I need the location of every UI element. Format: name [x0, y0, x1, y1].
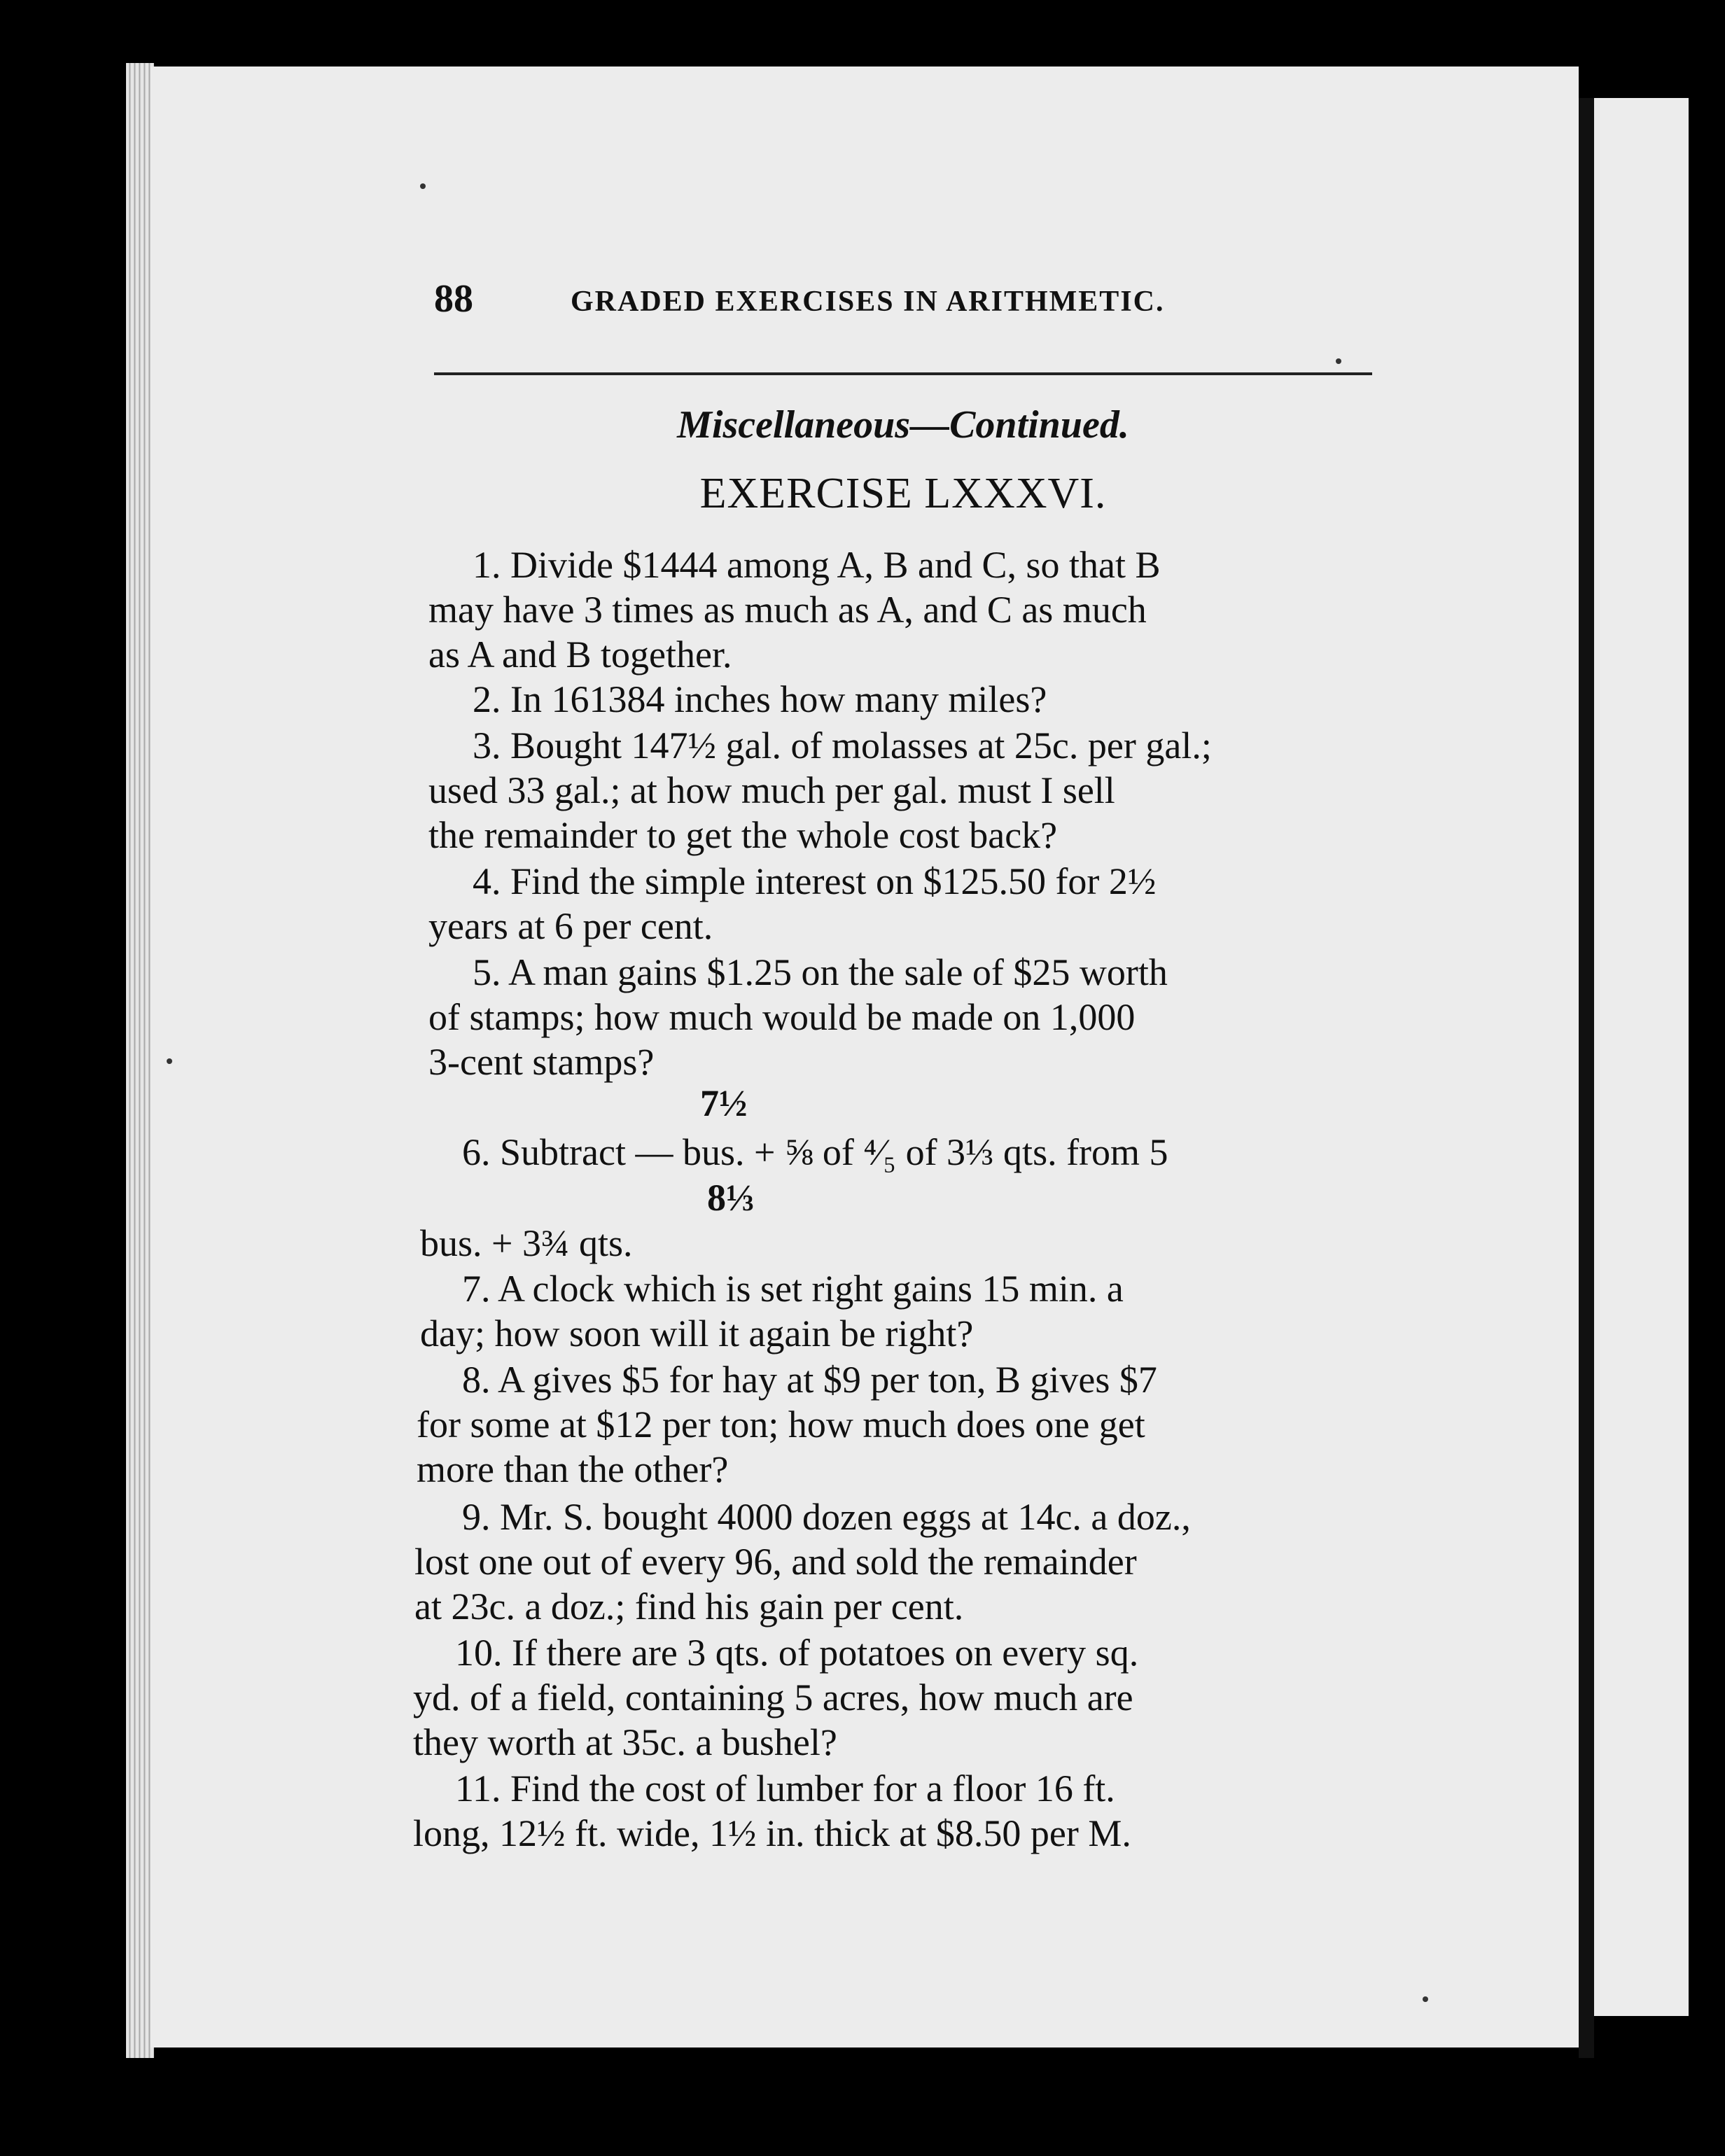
page-number: 88	[434, 277, 473, 321]
scan-speck	[420, 183, 426, 189]
problem-line: 4. Find the simple interest on $125.50 for 2½	[473, 860, 1157, 902]
problem-line: 3-cent stamps?	[428, 1041, 655, 1083]
problem-line: 10. If there are 3 qts. of potatoes on every sq.	[455, 1632, 1139, 1674]
problem-line: they worth at 35c. a bushel?	[413, 1721, 837, 1763]
problem-line: bus. + 3¾ qts.	[420, 1222, 633, 1264]
problem-line: yd. of a field, containing 5 acres, how much are	[413, 1676, 1133, 1718]
problem-line: 3. Bought 147½ gal. of molasses at 25c. per gal.;	[473, 724, 1212, 766]
page-header	[284, 276, 1376, 332]
scan-speck	[1336, 358, 1341, 364]
book-page	[151, 66, 1579, 2047]
problem-line: 5. A man gains $1.25 on the sale of $25 worth	[473, 951, 1168, 993]
problem-line: 7. A clock which is set right gains 15 min. a	[462, 1268, 1124, 1310]
fraction-numerator: 7½	[700, 1082, 748, 1124]
problem-line: of stamps; how much would be made on 1,000	[428, 996, 1136, 1038]
facing-page-edge	[1594, 98, 1689, 2016]
problem-line: 1. Divide $1444 among A, B and C, so that B	[473, 544, 1161, 586]
problem-line: 2. In 161384 inches how many miles?	[473, 678, 1047, 720]
problem-line: as A and B together.	[428, 634, 732, 676]
book-gutter	[1579, 98, 1594, 2058]
header-rule	[434, 372, 1372, 375]
scan-speck	[167, 1058, 172, 1064]
page-edges	[126, 63, 154, 2058]
problem-line: may have 3 times as much as A, and C as much	[428, 589, 1147, 631]
problem-line: long, 12½ ft. wide, 1½ in. thick at $8.50 per M.	[413, 1812, 1131, 1854]
problem-line: 11. Find the cost of lumber for a floor 16 ft.	[455, 1768, 1115, 1809]
problem-line: more than the other?	[417, 1448, 729, 1490]
fraction-denominator: 8⅓	[707, 1177, 755, 1219]
problem-line: 6. Subtract — bus. + ⅝ of ⁴⁄₅ of 3⅓ qts. from 5	[462, 1131, 1168, 1173]
problem-line: 8. A gives $5 for hay at $9 per ton, B gives $7	[462, 1359, 1157, 1401]
problem-line: the remainder to get the whole cost back?	[428, 814, 1058, 856]
problem-line: years at 6 per cent.	[428, 905, 713, 947]
scan-speck	[1423, 1996, 1428, 2002]
running-title: GRADED EXERCISES IN ARITHMETIC.	[571, 286, 1165, 318]
problem-line: lost one out of every 96, and sold the remainder	[414, 1541, 1137, 1583]
problem-line: day; how soon will it again be right?	[420, 1312, 974, 1354]
section-title: Miscellaneous—Continued.	[677, 403, 1129, 447]
problem-line: for some at $12 per ton; how much does one get	[417, 1404, 1145, 1446]
exercise-title: EXERCISE LXXXVI.	[699, 470, 1107, 517]
problem-line: at 23c. a doz.; find his gain per cent.	[414, 1586, 964, 1628]
problem-line: 9. Mr. S. bought 4000 dozen eggs at 14c. a doz.,	[462, 1496, 1191, 1538]
problem-line: used 33 gal.; at how much per gal. must I sell	[428, 769, 1115, 811]
